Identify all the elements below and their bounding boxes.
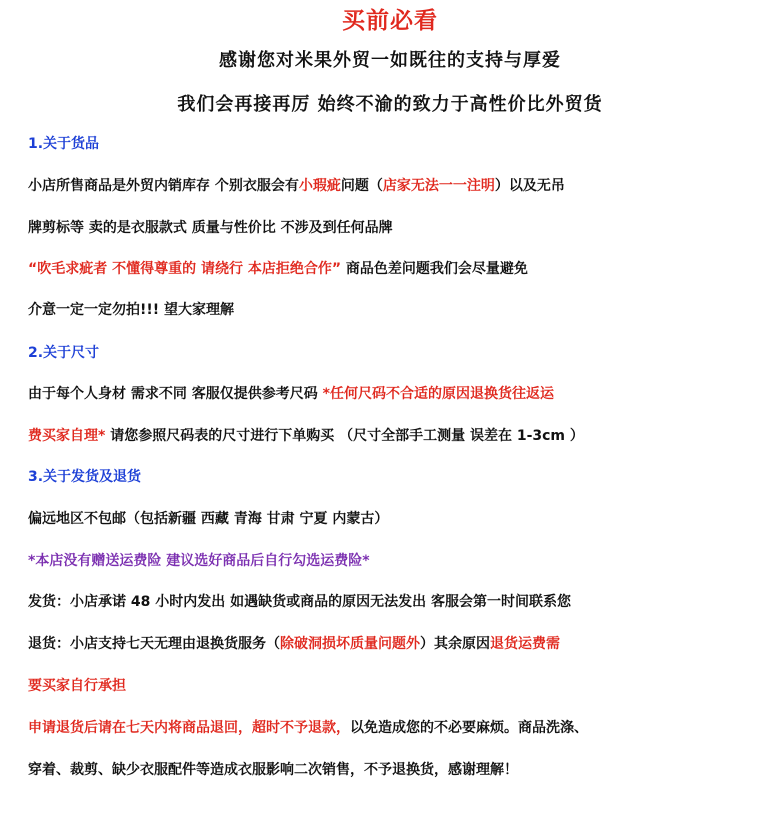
return-deadline-highlight: 申请退货后请在七天内将商品退回，超时不予退款， (28, 720, 350, 736)
return-deadline-line (28, 717, 588, 737)
goods-flaw-highlight: 小瑕疵 (298, 178, 341, 194)
goods-line-2: 牌剪标等 卖的是衣服款式 质量与性价比 不涉及到任何品牌 (28, 220, 393, 236)
remote-area-line: 偏远地区不包邮（包括新疆 西藏 青海 甘肃 宁夏 内蒙古） (28, 511, 389, 527)
goods-line-1-text-e: ）以及无吊 (494, 178, 565, 194)
color-difference-note: 商品色差问题我们会尽量避免 (341, 261, 528, 277)
goods-line-3 (28, 258, 528, 278)
commitment-line: 我们会再接再厉 始终不渝的致力于高性价比外贸货 (177, 94, 603, 115)
section-heading-shipping: 3.关于发货及退货 (28, 469, 142, 485)
buyer-pays-highlight: 费买家自理* (28, 428, 106, 444)
shipping-insurance-line: *本店没有赠送运费险 建议选好商品后自行勾选运费险* (28, 553, 370, 569)
section-heading-size: 2.关于尺寸 (28, 345, 100, 361)
return-line-1 (28, 633, 560, 653)
return-policy-text: 退货：小店支持七天无理由退换货服务（ (28, 636, 280, 652)
size-line-1-text: 由于每个人身材 需求不同 客服仅提供参考尺码 (28, 386, 323, 402)
shipping-line: 发货：小店承诺 48 小时内发出 如遇缺货或商品的原因无法发出 客服会第一时间联系您 (28, 594, 571, 610)
return-line-2: 要买家自行承担 (28, 678, 126, 694)
no-return-conditions-line: 穿着、裁剪、缺少衣服配件等造成衣服影响二次销售，不予退换货，感谢理解！ (28, 762, 518, 778)
thanks-line: 感谢您对米果外贸一如既往的支持与厚爱 (219, 50, 561, 71)
goods-line-1 (28, 175, 565, 195)
size-line-2 (28, 425, 584, 445)
size-line-1 (28, 383, 554, 403)
return-shipping-highlight: 退货运费需 (490, 636, 560, 652)
return-other-reasons: ）其余原因 (420, 636, 490, 652)
goods-line-1-text-a: 小店所售商品是外贸内销库存 个别衣服会有 (28, 178, 299, 194)
goods-unmarked-highlight: 店家无法一一注明 (382, 178, 495, 194)
return-deadline-text: 以免造成您的不必要麻烦。商品洗涤、 (350, 720, 588, 736)
goods-line-1-text-c: 问题（ (340, 178, 383, 194)
picky-customer-warning: “吹毛求疵者 不懂得尊重的 请绕行 本店拒绝合作” (28, 261, 342, 277)
damage-exception-highlight: 除破洞损坏质量问题外 (280, 636, 420, 652)
size-return-shipping-warning: *任何尺码不合适的原因退换货往返运 (322, 386, 554, 402)
goods-line-4: 介意一定一定勿拍!!! 望大家理解 (28, 302, 235, 318)
page-title: 买前必看 (342, 8, 438, 34)
section-heading-goods: 1.关于货品 (28, 136, 100, 152)
size-chart-note: 请您参照尺码表的尺寸进行下单购买 （尺寸全部手工测量 误差在 1-3cm ） (105, 428, 584, 444)
